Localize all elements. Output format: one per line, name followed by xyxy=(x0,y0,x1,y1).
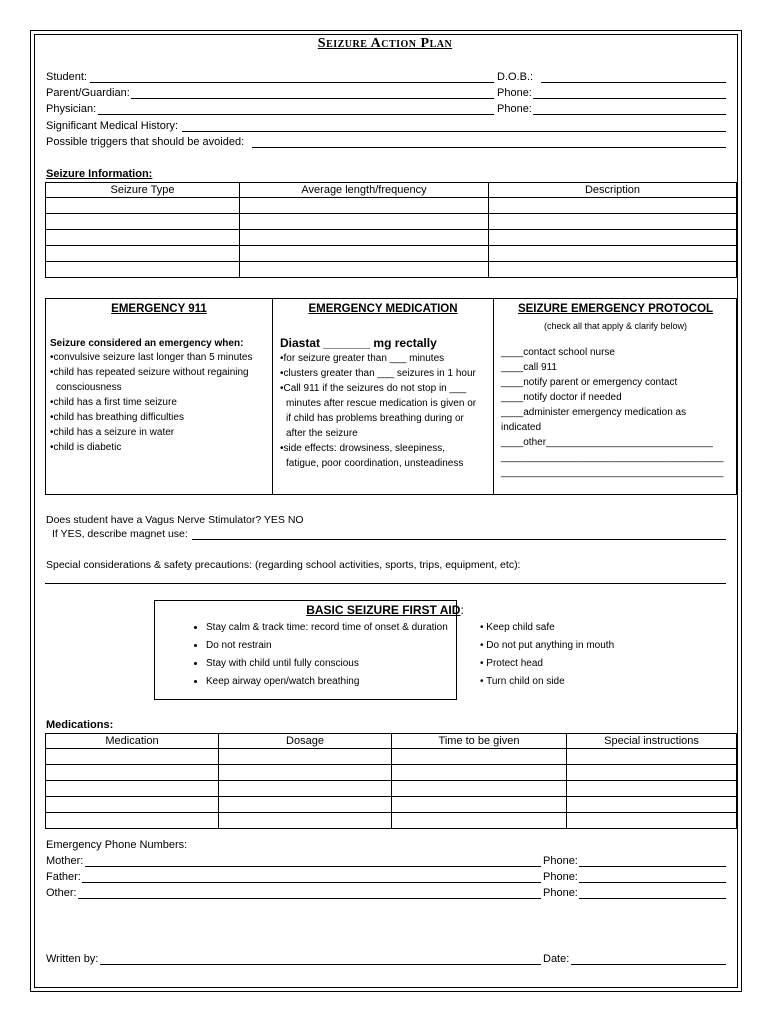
parent-field[interactable] xyxy=(131,98,494,99)
list-item: consciousness xyxy=(56,382,122,393)
vns-question: Does student have a Vagus Nerve Stimulator? YES NO xyxy=(46,514,304,526)
table-row xyxy=(46,262,737,278)
table-row xyxy=(46,781,737,797)
medications-table xyxy=(45,733,737,829)
emergency-911-heading: EMERGENCY 911 xyxy=(111,303,207,315)
protocol-note: (check all that apply & clarify below) xyxy=(543,321,688,331)
list-item: •child has breathing difficulties xyxy=(50,412,184,423)
list-item: if child has problems breathing during or xyxy=(286,413,464,424)
history-field[interactable] xyxy=(182,131,726,132)
list-item: • Keep airway open/watch breathing xyxy=(206,673,448,691)
checklist-item[interactable]: ____notify parent or emergency contact xyxy=(501,377,678,388)
page-title: Seizure Action Plan xyxy=(317,36,453,51)
student-field[interactable] xyxy=(90,82,494,83)
father-phone-label: Phone: xyxy=(543,871,578,883)
list-item: • Do not put anything in mouth xyxy=(480,640,615,651)
father-phone-field[interactable] xyxy=(579,882,726,883)
description-header: Description xyxy=(489,183,737,198)
emergency-phones-heading: Emergency Phone Numbers: xyxy=(46,839,188,851)
special-considerations-field[interactable] xyxy=(45,583,726,584)
parent-label: Parent/Guardian: xyxy=(46,87,130,99)
other-phone-field[interactable] xyxy=(579,898,726,899)
mother-phone-field[interactable] xyxy=(579,866,726,867)
physician-phone-label: Phone: xyxy=(497,103,532,115)
table-row xyxy=(46,765,737,781)
other-label: Other: xyxy=(46,887,77,899)
first-aid-heading-wrap xyxy=(0,603,770,617)
father-label: Father: xyxy=(46,871,81,883)
list-item: fatigue, poor coordination, unsteadiness xyxy=(286,458,464,469)
emergency-911-list xyxy=(50,350,253,455)
checklist-item[interactable]: ____other______________________________ xyxy=(501,437,713,448)
table-row xyxy=(46,813,737,829)
physician-label: Physician: xyxy=(46,103,97,115)
seizure-info-heading: Seizure Information: xyxy=(46,168,153,180)
written-by-label: Written by: xyxy=(46,953,99,965)
table-row xyxy=(46,230,737,246)
table-row xyxy=(46,749,737,765)
checklist-item[interactable]: ____administer emergency medication as xyxy=(501,407,687,418)
protocol-list xyxy=(501,345,723,480)
checklist-item: indicated xyxy=(501,422,542,433)
dob-field[interactable] xyxy=(541,82,726,83)
seizure-type-header: Seizure Type xyxy=(46,183,240,198)
triggers-label: Possible triggers that should be avoided: xyxy=(46,136,245,148)
other-field[interactable] xyxy=(78,898,541,899)
medication-header: Medication xyxy=(46,734,219,749)
vns-describe-field[interactable] xyxy=(192,539,726,540)
dob-label: D.O.B.: xyxy=(497,71,534,83)
student-label: Student: xyxy=(46,71,87,83)
instructions-header: Special instructions xyxy=(567,734,737,749)
list-item: • Protect head xyxy=(480,658,543,669)
triggers-field[interactable] xyxy=(252,147,726,148)
first-aid-heading: BASIC SEIZURE FIRST AID xyxy=(306,603,461,617)
protocol-heading: SEIZURE EMERGENCY PROTOCOL xyxy=(517,303,714,315)
table-row xyxy=(46,214,737,230)
special-considerations-label: Special considerations & safety precautions: (regarding school activities, sports, trips, equipment, etc): xyxy=(46,559,521,571)
list-item: •side effects: drowsiness, sleepiness, xyxy=(280,443,446,454)
list-item: minutes after rescue medication is given or xyxy=(286,398,477,409)
list-item: • Turn child on side xyxy=(480,676,565,687)
list-item: •child is diabetic xyxy=(50,442,122,453)
list-item: •convulsive seizure last longer than 5 minutes xyxy=(50,352,253,363)
time-header: Time to be given xyxy=(392,734,567,749)
list-item: •child has a seizure in water xyxy=(50,427,175,438)
physician-phone-field[interactable] xyxy=(533,114,726,115)
list-item: • Do not restrain xyxy=(206,637,448,655)
other-phone-label: Phone: xyxy=(543,887,578,899)
physician-field[interactable] xyxy=(98,114,494,115)
blank-line[interactable]: ________________________________________ xyxy=(501,467,724,478)
blank-line[interactable]: ________________________________________ xyxy=(501,452,724,463)
list-item: after the seizure xyxy=(286,428,358,439)
list-item: •child has a first time seizure xyxy=(50,397,177,408)
list-item: • Stay with child until fully conscious xyxy=(206,655,448,673)
divider xyxy=(272,298,273,495)
medications-heading: Medications: xyxy=(46,719,114,731)
first-aid-colon: : xyxy=(460,603,464,617)
parent-phone-label: Phone: xyxy=(497,87,532,99)
first-aid-right-list xyxy=(480,619,614,691)
list-item: •Call 911 if the seizures do not stop in ___ xyxy=(280,383,467,394)
mother-phone-label: Phone: xyxy=(543,855,578,867)
dosage-header: Dosage xyxy=(219,734,392,749)
table-row xyxy=(46,198,737,214)
checklist-item[interactable]: ____contact school nurse xyxy=(501,347,615,358)
emergency-911-subheading: Seizure considered an emergency when: xyxy=(50,338,244,349)
diastat-line: Diastat _______ mg rectally xyxy=(280,336,437,350)
seizure-info-table xyxy=(45,182,737,278)
table-row xyxy=(46,246,737,262)
father-field[interactable] xyxy=(82,882,541,883)
list-item: •child has repeated seizure without regaining xyxy=(50,367,249,378)
table-row xyxy=(46,797,737,813)
first-aid-left-list xyxy=(188,619,448,691)
mother-field[interactable] xyxy=(85,866,541,867)
checklist-item[interactable]: ____call 911 xyxy=(501,362,557,373)
list-item: • Keep child safe xyxy=(480,622,555,633)
written-by-field[interactable] xyxy=(100,964,541,965)
emergency-medication-list xyxy=(280,351,476,471)
date-label: Date: xyxy=(543,953,570,965)
list-item: •clusters greater than ___ seizures in 1 hour xyxy=(280,368,476,379)
history-label: Significant Medical History: xyxy=(46,120,179,132)
emergency-medication-heading: EMERGENCY MEDICATION xyxy=(308,303,458,315)
frequency-header: Average length/frequency xyxy=(240,183,489,198)
parent-phone-field[interactable] xyxy=(533,98,726,99)
mother-label: Mother: xyxy=(46,855,84,867)
checklist-item[interactable]: ____notify doctor if needed xyxy=(501,392,622,403)
list-item: •for seizure greater than ___ minutes xyxy=(280,353,445,364)
list-item: • Stay calm & track time: record time of onset & duration xyxy=(206,619,448,637)
date-field[interactable] xyxy=(571,964,726,965)
vns-describe-label: If YES, describe magnet use: xyxy=(52,528,188,540)
